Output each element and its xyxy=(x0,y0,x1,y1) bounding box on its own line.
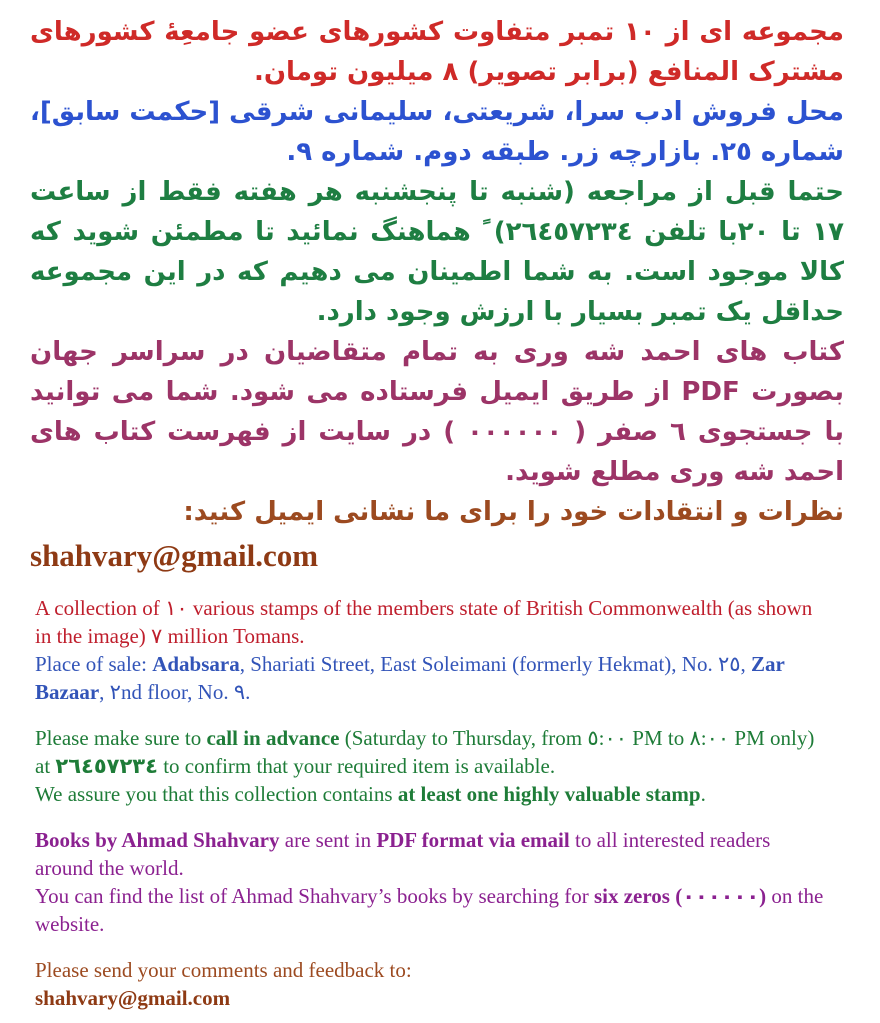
email-address-large: shahvary@gmail.com xyxy=(30,538,319,573)
persian-books-paragraph: کتاب های احمد شه وری به تمام متقاضیان در سراسر جهان بصورت PDF از طریق ایمیل فرستاده می شود. شما می توانید با جستجوی ٦ صفر ( ٠٠٠٠٠٠ ) در سایت از فهرست کتاب های احمد شه وری مطلع شوید. xyxy=(30,337,844,487)
english-feedback-line: Please send your comments and feedback to: xyxy=(35,958,412,982)
persian-location-paragraph: محل فروش ادب سرا، شریعتی، سلیمانی شرقی [حکمت سابق]، شماره ٢٥. بازارچه زر. طبقه دوم. شماره ٩. xyxy=(30,97,844,167)
english-section xyxy=(0,578,880,1012)
english-call-ahead-block xyxy=(35,724,825,808)
english-call-ahead-line: Please make sure to call in advance (Saturday to Thursday, from ٥:٠٠ PM to ٨:٠٠ PM only) at ٢٦٤٥٧٢٣٤ to confirm that your required item is available. xyxy=(35,726,815,778)
english-books-block xyxy=(35,826,825,938)
english-offer-block xyxy=(35,594,825,706)
english-assurance-line: We assure you that this collection contains at least one highly valuable stamp. xyxy=(35,782,706,806)
english-search-line: You can find the list of Ahmad Shahvary’s books by searching for six zeros (٠٠٠٠٠٠) on the website. xyxy=(35,884,824,936)
english-feedback-block xyxy=(35,956,825,1012)
english-books-line: Books by Ahmad Shahvary are sent in PDF format via email to all interested readers around the world. xyxy=(35,828,771,880)
persian-call-ahead-paragraph: حتما قبل از مراجعه (شنبه تا پنجشنبه هر هفته فقط از ساعت ١٧ تا ٢٠با تلفن ٢٦٤٥٧٢٣٤) ً هماهنگ نمائید تا مطمئن شوید که کالا موجود است. به شما اطمینان می دهیم که در این مجموعه حداقل یک تمبر بسیار با ارزش وجود دارد. xyxy=(30,177,844,327)
english-feedback-email: shahvary@gmail.com xyxy=(35,986,231,1010)
english-location-line: Place of sale: Adabsara, Shariati Street, East Soleimani (formerly Hekmat), No. ٢٥, Zar Bazaar, ٢nd floor, No. ٩. xyxy=(35,652,785,704)
english-offer-line: A collection of ١٠ various stamps of the members state of British Commonwealth (as shown in the image) ٧ million Tomans. xyxy=(35,596,813,648)
persian-feedback-line: نظرات و انتقادات خود را برای ما نشانی ایمیل کنید: xyxy=(183,497,844,527)
persian-offer-paragraph: مجموعه ای از ١٠ تمبر متفاوت کشورهای عضو جامعِۀ کشورهای مشترک المنافع (برابر تصویر) ٨ میلیون تومان. xyxy=(30,17,845,87)
